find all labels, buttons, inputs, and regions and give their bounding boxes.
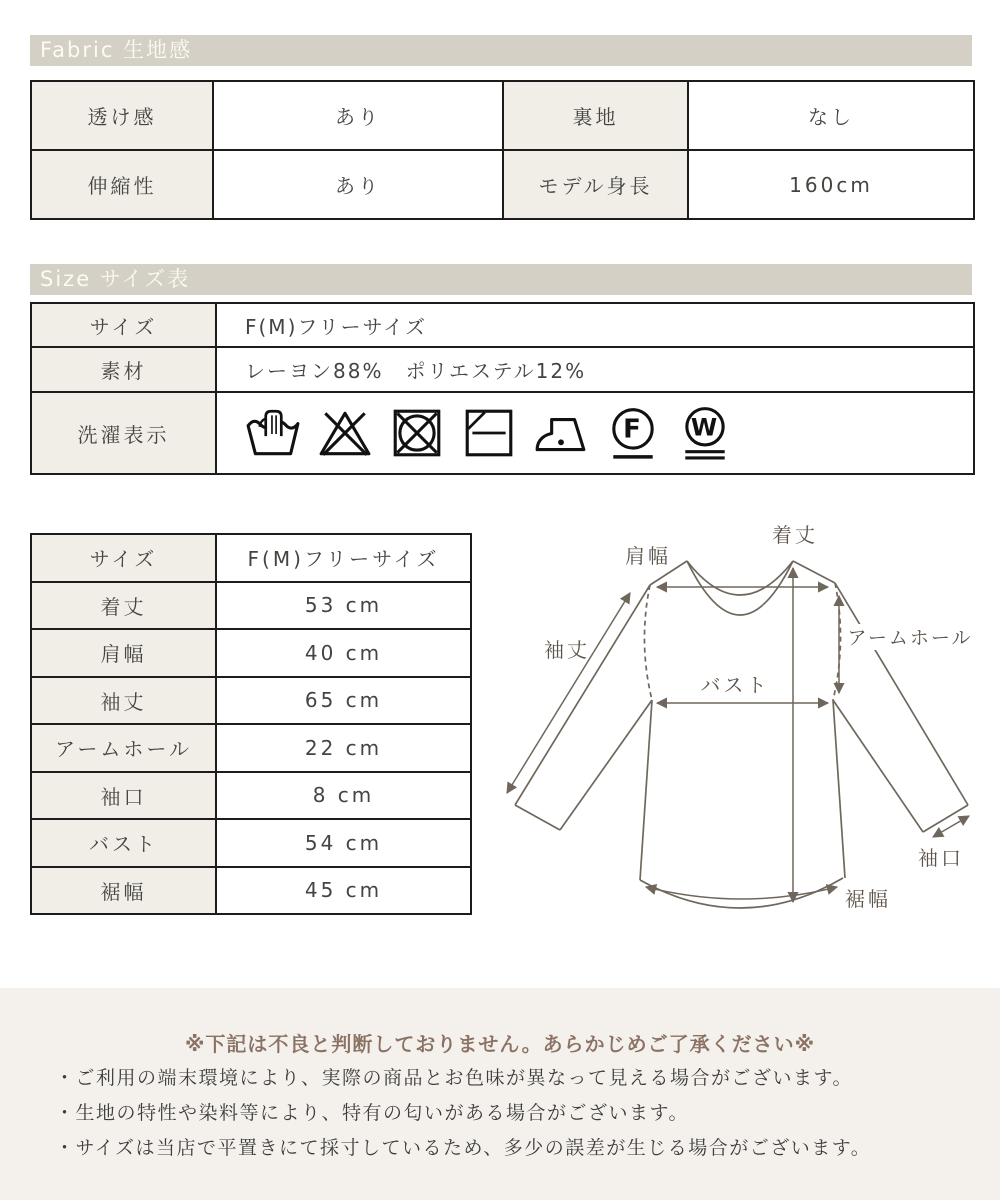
fabric-section-header [30, 35, 972, 66]
disclaimer-item: ・生地の特性や染料等により、特有の匂いがある場合がございます。 [55, 1102, 689, 1124]
wet-clean-W-icon [677, 405, 733, 461]
measure-value-bust: 54 cm [217, 820, 472, 868]
material-label: 素材 [32, 348, 217, 393]
garment-measurement-diagram [480, 515, 1000, 935]
fabric-value-lining: なし [689, 82, 975, 151]
disclaimer-item: ・サイズは当店で平置きにて採寸しているため、多少の誤差が生じる場合がございます。 [55, 1137, 872, 1159]
disclaimer-title: ※下記は不良と判断しておりません。あらかじめご了承ください※ [184, 1032, 816, 1056]
measure-label-cuff: 袖口 [32, 773, 217, 821]
measure-header-label: サイズ [32, 535, 217, 583]
care-label: 洗濯表示 [32, 393, 217, 475]
wet-clean-letter: W [690, 413, 720, 442]
care-icon-strip [217, 393, 975, 475]
diagram-label-shoulder-width: 肩幅 [625, 544, 671, 568]
iron-low-heat-icon [533, 405, 589, 461]
disclaimer-list [55, 1068, 871, 1159]
material-value: レーヨン88% ポリエステル12% [217, 348, 975, 393]
fabric-label-stretch: 伸縮性 [32, 151, 214, 220]
measure-value-armhole: 22 cm [217, 725, 472, 773]
measurement-table [30, 533, 472, 915]
measure-value-hem: 45 cm [217, 868, 472, 916]
diagram-label-bust: バスト [700, 673, 770, 697]
size-label: サイズ [32, 304, 217, 348]
fabric-label-model-height: モデル身長 [504, 151, 689, 220]
hand-wash-icon [245, 405, 301, 461]
measure-value-length: 53 cm [217, 583, 472, 631]
diagram-label-hem-width: 裾幅 [845, 887, 891, 911]
fabric-section-title: Fabric 生地感 [40, 38, 193, 62]
fabric-value-sheerness: あり [214, 82, 504, 151]
diagram-label-armhole: アームホール [847, 627, 973, 649]
size-value: F(M)フリーサイズ [217, 304, 975, 348]
measurement-arrows [507, 568, 969, 902]
disclaimer-item: ・ご利用の端末環境により、実際の商品とお色味が異なって見える場合がございます。 [55, 1067, 853, 1089]
do-not-bleach-icon [317, 405, 373, 461]
measure-value-cuff: 8 cm [217, 773, 472, 821]
diagram-label-cuff: 袖口 [918, 846, 964, 870]
diagram-label-length: 着丈 [772, 523, 818, 547]
flat-dry-in-shade-icon [461, 405, 517, 461]
do-not-tumble-dry-icon [389, 405, 445, 461]
fabric-label-lining: 裏地 [504, 82, 689, 151]
size-info-table [30, 302, 975, 475]
measure-value-shoulder: 40 cm [217, 630, 472, 678]
fabric-table [30, 80, 975, 220]
fabric-label-sheerness: 透け感 [32, 82, 214, 151]
size-section-header [30, 264, 972, 295]
size-section-title: Size サイズ表 [40, 267, 191, 291]
disclaimer-section [0, 988, 1000, 1200]
measure-label-armhole: アームホール [32, 725, 217, 773]
measure-label-shoulder: 肩幅 [32, 630, 217, 678]
measure-value-sleeve: 65 cm [217, 678, 472, 726]
fabric-value-model-height: 160cm [689, 151, 975, 220]
fabric-value-stretch: あり [214, 151, 504, 220]
measure-label-bust: バスト [32, 820, 217, 868]
dry-clean-letter: F [623, 414, 643, 445]
diagram-label-sleeve-length: 袖丈 [544, 638, 590, 662]
measure-label-hem: 裾幅 [32, 868, 217, 916]
measure-label-sleeve: 袖丈 [32, 678, 217, 726]
measure-label-length: 着丈 [32, 583, 217, 631]
measure-header-value: F(M)フリーサイズ [217, 535, 472, 583]
garment-outline [515, 561, 968, 908]
dry-clean-F-icon [605, 405, 661, 461]
